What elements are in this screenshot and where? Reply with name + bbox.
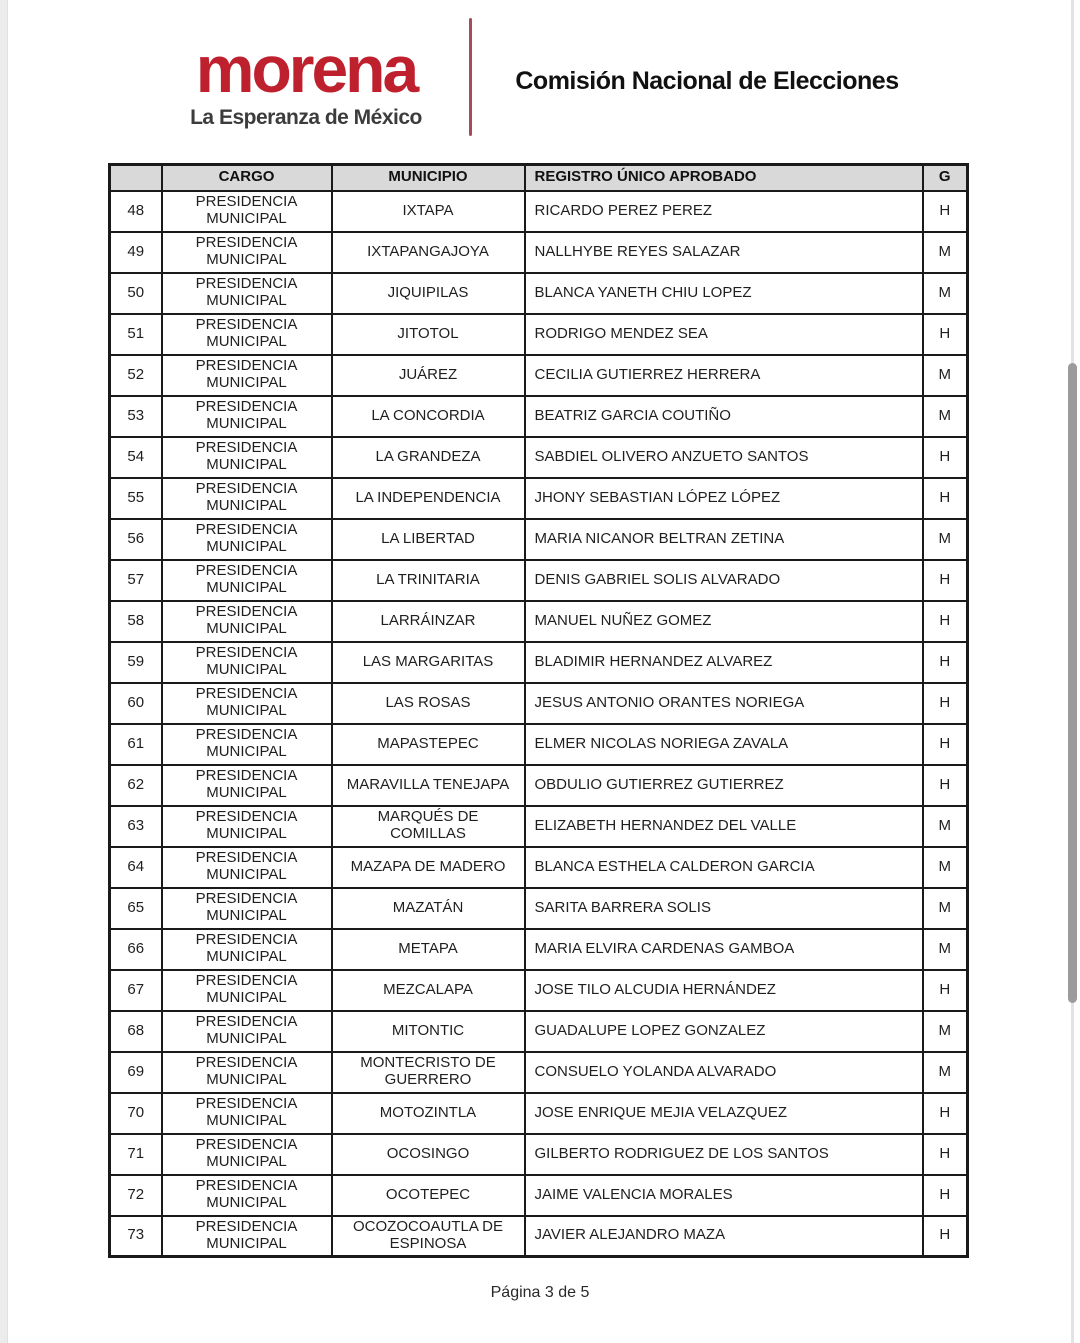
cell-municipio: LA GRANDEZA — [332, 437, 525, 478]
cell-municipio: OCOZOCOAUTLA DE ESPINOSA — [332, 1216, 525, 1257]
cell-row-number: 63 — [110, 806, 162, 847]
cell-row-number: 52 — [110, 355, 162, 396]
cell-genero: M — [923, 1011, 968, 1052]
cell-row-number: 62 — [110, 765, 162, 806]
table-row — [110, 888, 968, 929]
cell-registro: DENIS GABRIEL SOLIS ALVARADO — [525, 560, 923, 601]
table-body — [110, 191, 968, 1257]
cell-cargo: PRESIDENCIA MUNICIPAL — [162, 1175, 332, 1216]
cell-genero: H — [923, 1216, 968, 1257]
cell-genero: H — [923, 970, 968, 1011]
cell-municipio: MARQUÉS DE COMILLAS — [332, 806, 525, 847]
cell-municipio: MAPASTEPEC — [332, 724, 525, 765]
cell-registro: ELMER NICOLAS NORIEGA ZAVALA — [525, 724, 923, 765]
cell-genero: H — [923, 478, 968, 519]
cell-municipio: LA INDEPENDENCIA — [332, 478, 525, 519]
commission-title: Comisión Nacional de Elecciones — [515, 67, 899, 95]
table-row — [110, 683, 968, 724]
cell-cargo: PRESIDENCIA MUNICIPAL — [162, 355, 332, 396]
cell-municipio: MEZCALAPA — [332, 970, 525, 1011]
cell-registro: JHONY SEBASTIAN LÓPEZ LÓPEZ — [525, 478, 923, 519]
cell-row-number: 51 — [110, 314, 162, 355]
cell-registro: NALLHYBE REYES SALAZAR — [525, 232, 923, 273]
cell-genero: H — [923, 560, 968, 601]
cell-row-number: 53 — [110, 396, 162, 437]
cell-row-number: 72 — [110, 1175, 162, 1216]
cell-genero: H — [923, 1093, 968, 1134]
table-row — [110, 1175, 968, 1216]
cell-genero: M — [923, 273, 968, 314]
cell-row-number: 66 — [110, 929, 162, 970]
column-header-cargo: CARGO — [162, 165, 332, 191]
table-row — [110, 396, 968, 437]
cell-cargo: PRESIDENCIA MUNICIPAL — [162, 765, 332, 806]
cell-cargo: PRESIDENCIA MUNICIPAL — [162, 191, 332, 232]
cell-row-number: 69 — [110, 1052, 162, 1093]
table-row — [110, 1093, 968, 1134]
table-row — [110, 806, 968, 847]
cell-municipio: IXTAPANGAJOYA — [332, 232, 525, 273]
cell-municipio: LA LIBERTAD — [332, 519, 525, 560]
cell-row-number: 71 — [110, 1134, 162, 1175]
column-header-registro: REGISTRO ÚNICO APROBADO — [525, 165, 923, 191]
cell-registro: ELIZABETH HERNANDEZ DEL VALLE — [525, 806, 923, 847]
cell-cargo: PRESIDENCIA MUNICIPAL — [162, 1134, 332, 1175]
cell-registro: JOSE TILO ALCUDIA HERNÁNDEZ — [525, 970, 923, 1011]
cell-registro: RICARDO PEREZ PEREZ — [525, 191, 923, 232]
cell-row-number: 68 — [110, 1011, 162, 1052]
cell-genero: H — [923, 683, 968, 724]
table-row — [110, 232, 968, 273]
table-row — [110, 724, 968, 765]
cell-row-number: 54 — [110, 437, 162, 478]
table-row — [110, 437, 968, 478]
cell-row-number: 67 — [110, 970, 162, 1011]
cell-registro: SARITA BARRERA SOLIS — [525, 888, 923, 929]
cell-cargo: PRESIDENCIA MUNICIPAL — [162, 642, 332, 683]
cell-genero: M — [923, 1052, 968, 1093]
cell-cargo: PRESIDENCIA MUNICIPAL — [162, 847, 332, 888]
cell-genero: M — [923, 355, 968, 396]
cell-genero: H — [923, 724, 968, 765]
table-row — [110, 970, 968, 1011]
cell-genero: H — [923, 1175, 968, 1216]
cell-row-number: 61 — [110, 724, 162, 765]
cell-cargo: PRESIDENCIA MUNICIPAL — [162, 888, 332, 929]
cell-municipio: OCOSINGO — [332, 1134, 525, 1175]
cell-registro: GUADALUPE LOPEZ GONZALEZ — [525, 1011, 923, 1052]
cell-municipio: MARAVILLA TENEJAPA — [332, 765, 525, 806]
cell-municipio: LA TRINITARIA — [332, 560, 525, 601]
cell-genero: M — [923, 847, 968, 888]
cell-genero: H — [923, 314, 968, 355]
table-row — [110, 191, 968, 232]
cell-registro: MARIA ELVIRA CARDENAS GAMBOA — [525, 929, 923, 970]
cell-cargo: PRESIDENCIA MUNICIPAL — [162, 724, 332, 765]
cell-registro: BEATRIZ GARCIA COUTIÑO — [525, 396, 923, 437]
cell-row-number: 48 — [110, 191, 162, 232]
cell-genero: M — [923, 806, 968, 847]
table-row — [110, 478, 968, 519]
cell-row-number: 49 — [110, 232, 162, 273]
cell-row-number: 50 — [110, 273, 162, 314]
cell-genero: H — [923, 437, 968, 478]
table-header-row — [110, 165, 968, 191]
cell-row-number: 65 — [110, 888, 162, 929]
cell-row-number: 59 — [110, 642, 162, 683]
cell-genero: M — [923, 929, 968, 970]
cell-municipio: MONTECRISTO DE GUERRERO — [332, 1052, 525, 1093]
cell-cargo: PRESIDENCIA MUNICIPAL — [162, 929, 332, 970]
cell-registro: BLANCA YANETH CHIU LOPEZ — [525, 273, 923, 314]
candidates-table — [108, 163, 969, 1258]
cell-registro: JAIME VALENCIA MORALES — [525, 1175, 923, 1216]
header-divider-line — [469, 18, 472, 136]
cell-cargo: PRESIDENCIA MUNICIPAL — [162, 560, 332, 601]
cell-genero: H — [923, 601, 968, 642]
cell-municipio: MOTOZINTLA — [332, 1093, 525, 1134]
table-row — [110, 355, 968, 396]
table-row — [110, 1216, 968, 1257]
morena-tagline: La Esperanza de México — [190, 106, 422, 129]
cell-genero: H — [923, 765, 968, 806]
cell-municipio: OCOTEPEC — [332, 1175, 525, 1216]
cell-registro: JAVIER ALEJANDRO MAZA — [525, 1216, 923, 1257]
cell-municipio: METAPA — [332, 929, 525, 970]
cell-genero: M — [923, 232, 968, 273]
cell-municipio: IXTAPA — [332, 191, 525, 232]
cell-row-number: 64 — [110, 847, 162, 888]
cell-cargo: PRESIDENCIA MUNICIPAL — [162, 683, 332, 724]
table-row — [110, 929, 968, 970]
cell-row-number: 60 — [110, 683, 162, 724]
cell-registro: RODRIGO MENDEZ SEA — [525, 314, 923, 355]
morena-logo — [178, 32, 434, 130]
cell-cargo: PRESIDENCIA MUNICIPAL — [162, 970, 332, 1011]
column-header-genero: G — [923, 165, 968, 191]
cell-registro: SABDIEL OLIVERO ANZUETO SANTOS — [525, 437, 923, 478]
cell-cargo: PRESIDENCIA MUNICIPAL — [162, 232, 332, 273]
cell-registro: MARIA NICANOR BELTRAN ZETINA — [525, 519, 923, 560]
column-header-index — [110, 165, 162, 191]
cell-genero: M — [923, 396, 968, 437]
cell-row-number: 56 — [110, 519, 162, 560]
cell-row-number: 57 — [110, 560, 162, 601]
table-row — [110, 1052, 968, 1093]
cell-registro: CECILIA GUTIERREZ HERRERA — [525, 355, 923, 396]
table-header — [110, 165, 968, 191]
cell-municipio: JIQUIPILAS — [332, 273, 525, 314]
cell-municipio: LA CONCORDIA — [332, 396, 525, 437]
cell-municipio: LAS ROSAS — [332, 683, 525, 724]
cell-cargo: PRESIDENCIA MUNICIPAL — [162, 519, 332, 560]
cell-genero: H — [923, 642, 968, 683]
table-row — [110, 601, 968, 642]
cell-genero: H — [923, 1134, 968, 1175]
cell-row-number: 73 — [110, 1216, 162, 1257]
cell-municipio: MITONTIC — [332, 1011, 525, 1052]
cell-genero: M — [923, 519, 968, 560]
table-row — [110, 642, 968, 683]
morena-wordmark: morena — [195, 32, 417, 106]
column-header-municipio: MUNICIPIO — [332, 165, 525, 191]
cell-cargo: PRESIDENCIA MUNICIPAL — [162, 314, 332, 355]
cell-registro: JESUS ANTONIO ORANTES NORIEGA — [525, 683, 923, 724]
table-row — [110, 1011, 968, 1052]
cell-cargo: PRESIDENCIA MUNICIPAL — [162, 396, 332, 437]
page-edge-shadow — [0, 0, 8, 1343]
cell-cargo: PRESIDENCIA MUNICIPAL — [162, 806, 332, 847]
cell-row-number: 58 — [110, 601, 162, 642]
cell-cargo: PRESIDENCIA MUNICIPAL — [162, 273, 332, 314]
cell-cargo: PRESIDENCIA MUNICIPAL — [162, 1093, 332, 1134]
cell-genero: M — [923, 888, 968, 929]
page-number-label: Página 3 de 5 — [490, 1284, 590, 1301]
cell-municipio: MAZATÁN — [332, 888, 525, 929]
cell-registro: GILBERTO RODRIGUEZ DE LOS SANTOS — [525, 1134, 923, 1175]
table-row — [110, 765, 968, 806]
cell-cargo: PRESIDENCIA MUNICIPAL — [162, 601, 332, 642]
cell-cargo: PRESIDENCIA MUNICIPAL — [162, 1052, 332, 1093]
cell-municipio: LARRÁINZAR — [332, 601, 525, 642]
cell-row-number: 70 — [110, 1093, 162, 1134]
cell-registro: JOSE ENRIQUE MEJIA VELAZQUEZ — [525, 1093, 923, 1134]
cell-municipio: JUÁREZ — [332, 355, 525, 396]
cell-registro: BLANCA ESTHELA CALDERON GARCIA — [525, 847, 923, 888]
cell-registro: CONSUELO YOLANDA ALVARADO — [525, 1052, 923, 1093]
cell-municipio: JITOTOL — [332, 314, 525, 355]
cell-municipio: LAS MARGARITAS — [332, 642, 525, 683]
cell-registro: BLADIMIR HERNANDEZ ALVAREZ — [525, 642, 923, 683]
table-row — [110, 1134, 968, 1175]
cell-genero: H — [923, 191, 968, 232]
table-row — [110, 847, 968, 888]
cell-municipio: MAZAPA DE MADERO — [332, 847, 525, 888]
scrollbar-thumb[interactable] — [1068, 363, 1077, 1003]
cell-row-number: 55 — [110, 478, 162, 519]
table-row — [110, 560, 968, 601]
table-row — [110, 519, 968, 560]
cell-cargo: PRESIDENCIA MUNICIPAL — [162, 1011, 332, 1052]
cell-registro: OBDULIO GUTIERREZ GUTIERREZ — [525, 765, 923, 806]
cell-cargo: PRESIDENCIA MUNICIPAL — [162, 1216, 332, 1257]
table-row — [110, 273, 968, 314]
table-row — [110, 314, 968, 355]
cell-registro: MANUEL NUÑEZ GOMEZ — [525, 601, 923, 642]
cell-cargo: PRESIDENCIA MUNICIPAL — [162, 437, 332, 478]
cell-cargo: PRESIDENCIA MUNICIPAL — [162, 478, 332, 519]
